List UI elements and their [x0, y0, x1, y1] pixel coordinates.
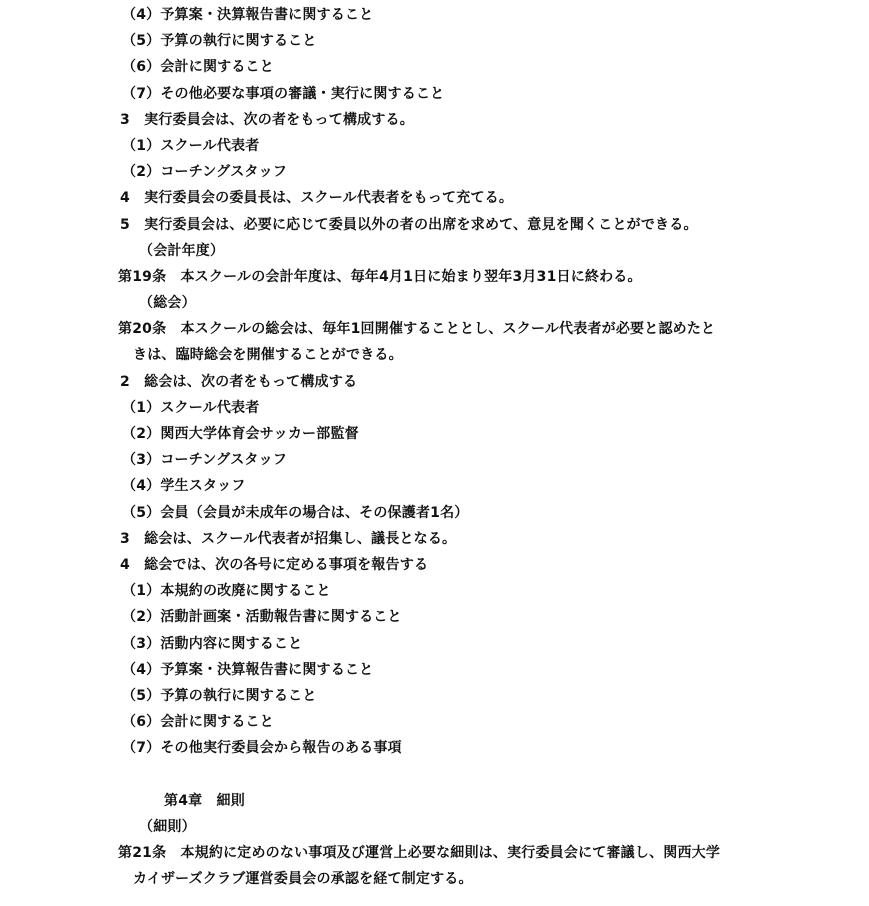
- article-line: 第19条 本スクールの会計年度は、毎年4月1日に始まり翌年3月31日に終わる。: [118, 268, 642, 285]
- list-item: （6）会計に関すること: [122, 59, 274, 76]
- article-continuation: カイザーズクラブ運営委員会の承認を経て制定する。: [133, 871, 473, 888]
- article-line: 第20条 本スクールの総会は、毎年1回開催することとし、スクール代表者が必要と認めたと: [118, 321, 716, 338]
- list-item: （1）スクール代表者: [122, 399, 260, 416]
- list-item: （1）スクール代表者: [122, 137, 260, 154]
- article-heading: （会計年度）: [139, 242, 225, 259]
- list-item: （3）活動内容に関すること: [122, 635, 303, 652]
- clause-item: 4 総会では、次の各号に定める事項を報告する: [120, 556, 429, 573]
- list-item: （1）本規約の改廃に関すること: [122, 583, 331, 600]
- list-item: （4）予算案・決算報告書に関すること: [122, 661, 374, 678]
- article-heading: （総会）: [139, 295, 196, 312]
- clause-item: 5 実行委員会は、必要に応じて委員以外の者の出席を求めて、意見を聞くことができる。: [120, 216, 698, 233]
- list-item: （2）コーチングスタッフ: [122, 164, 288, 181]
- blank-line: [0, 761, 869, 787]
- list-item: （3）コーチングスタッフ: [122, 452, 288, 469]
- list-item: （5）会員（会員が未成年の場合は、その保護者1名）: [122, 504, 469, 521]
- clause-item: 3 総会は、スクール代表者が招集し、議長となる。: [120, 530, 457, 547]
- clause-item: 4 実行委員会の委員長は、スクール代表者をもって充てる。: [120, 190, 514, 207]
- clause-item: 3 実行委員会は、次の者をもって構成する。: [120, 111, 414, 128]
- list-item: （5）予算の執行に関すること: [122, 33, 317, 50]
- article-heading: （細則）: [139, 818, 196, 835]
- document-page: [0, 2, 869, 892]
- article-continuation: きは、臨時総会を開催することができる。: [133, 347, 403, 364]
- list-item: （2）活動計画案・活動報告書に関すること: [122, 609, 402, 626]
- clause-item: 2 総会は、次の者をもって構成する: [120, 373, 358, 390]
- article-line: 第21条 本規約に定めのない事項及び運営上必要な細則は、実行委員会にて審議し、関西大学: [118, 845, 721, 861]
- list-item: （7）その他実行委員会から報告のある事項: [122, 740, 402, 757]
- list-item: （2）関西大学体育会サッカー部監督: [122, 426, 359, 442]
- chapter-title: 第4章 細則: [164, 792, 245, 809]
- list-item: （4）予算案・決算報告書に関すること: [122, 7, 374, 23]
- list-item: （6）会計に関すること: [122, 714, 274, 731]
- list-item: （4）学生スタッフ: [122, 478, 246, 495]
- list-item: （7）その他必要な事項の審議・実行に関すること: [122, 85, 445, 102]
- list-item: （5）予算の執行に関すること: [122, 687, 317, 704]
